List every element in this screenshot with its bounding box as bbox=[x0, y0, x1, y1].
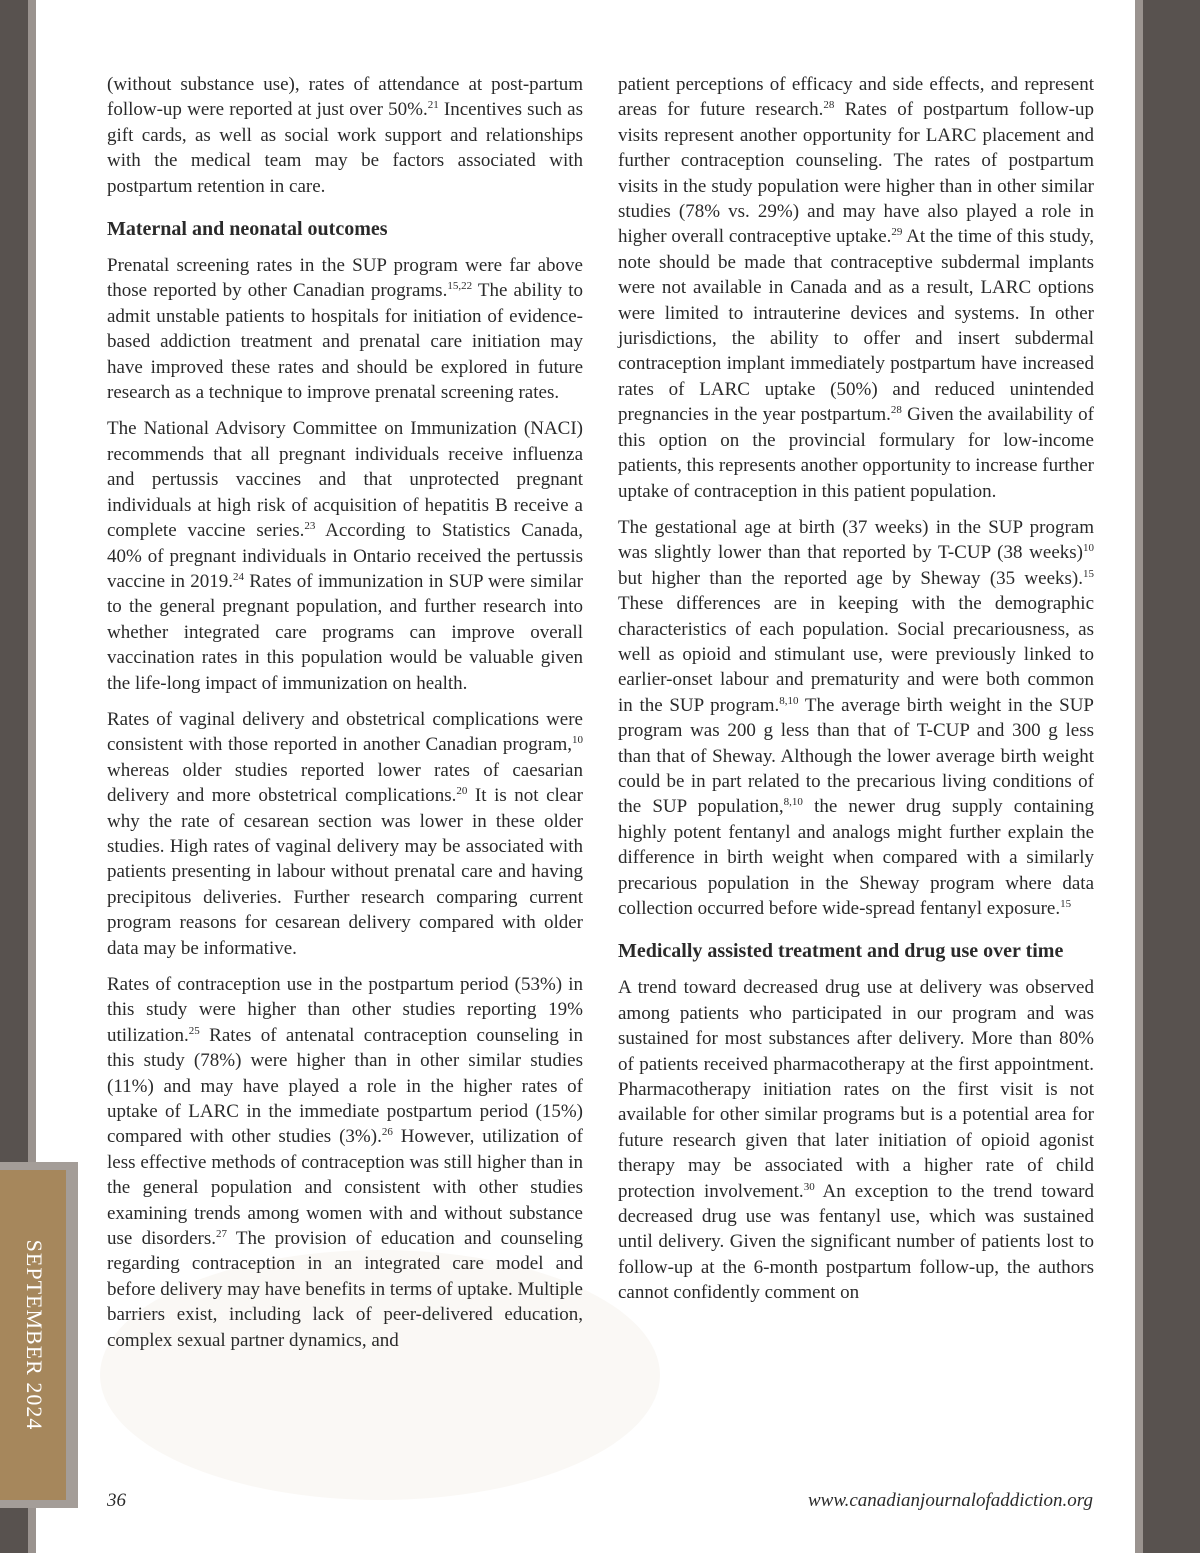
page-number: 36 bbox=[107, 1490, 126, 1511]
section-heading-maternal-outcomes: Maternal and neonatal outcomes bbox=[107, 218, 388, 241]
paragraph: (without substance use), rates of attendance at post-partum follow-up were reported at just over 50%.$^{21}$ Incentives such as gift cards, as well as social work support and relationships with the medical team may be factors associated with postpartum retention in care. bbox=[107, 74, 584, 197]
paragraph: The National Advisory Committee on Immunization (NACI) recommends that all pregnant individuals receive influenza and pertussis vaccines and that unprotected pregnant individuals at high risk of acquisition of hepatitis B receive a complete vaccine series.$^{23}$ According to Statistics Canada, 40% of pregnant individuals in Ontario received the pertussis vaccine in 2019.24 Rates of immunization in SUP were similar to the general pregnant population, and further research into whether integrated care programs can improve overall vaccination rates in this population would be valuable given the life-long impact of immunization on health. bbox=[107, 418, 583, 694]
paragraph: Rates of vaginal delivery and obstetrical complications were consistent with those reported in another Canadian program,$^{10}$ whereas older studies reported lower rates of caesarian delivery and more obstetrical complications.$^{20}$ It is not clear why the rate of cesarean section was lower in these older studies. High rates of vaginal delivery may be associated with patients presenting in labour without prenatal care and having precipitous deliveries. Further research comparing current program reasons for cesarean delivery compared with older data may be informative. bbox=[107, 708, 584, 959]
section-heading-medically-assisted: Medically assisted treatment and drug use over time bbox=[618, 940, 1064, 963]
right-column bbox=[618, 72, 1094, 1317]
left-column bbox=[107, 72, 583, 1364]
side-tab-date: SEPTEMBER 2024 bbox=[22, 1239, 47, 1431]
paragraph: The gestational age at birth (37 weeks) in the SUP program was slightly lower than that reported by T-CUP (38 weeks)$^{10}$ but higher than the reported age by Sheway (35 weeks).$^{15}$ These differences are in keeping with the demographic characteristics of each population. Social precariousness, as well as opioid and stimulant use, were previously linked to earlier-onset labour and prematurity and were both common in the SUP program.$^{8,10}$ The average birth weight in the SUP program was 200 g less than that of T-CUP and 300 g less than that of Sheway. Although the lower average birth weight could be in part related to the precarious living conditions of the SUP population,$^{8,10}$ the newer drug supply containing highly potent fentanyl and analogs might further explain the difference in birth weight when compared with a similarly precarious population in the Sheway program where data collection occurred before wide-spread fentanyl exposure.$^{15}$ bbox=[618, 516, 1094, 919]
paragraph: Prenatal screening rates in the SUP program were far above those reported by other Canadian programs.$^{15,22}$ The ability to admit unstable patients to hospitals for initiation of evidence-based addiction treatment and prenatal care initiation may have improved these rates and should be explored in future research as a technique to improve prenatal screening rates. bbox=[107, 255, 583, 404]
journal-url: www.canadianjournalofaddiction.org bbox=[807, 1490, 1093, 1511]
paragraph: Rates of contraception use in the postpartum period (53%) in this study were higher than other studies reporting 19% utilization.$^{25}$ Rates of antenatal contraception counseling in this study (78%) were higher than in other similar studies (11%) and may have played a role in the higher rates of uptake of LARC in the immediate postpartum period (15%) compared with other studies (3%).$^{26}$ However, utilization of less effective methods of contraception was still higher than in the general population and consistent with other studies examining trends among women with and without substance use disorders.$^{27}$ The provision of education and counseling regarding contraception in an integrated care model and before delivery may have benefits in terms of uptake. Multiple barriers exist, including lack of peer-delivered education, complex sexual partner dynamics, and bbox=[107, 974, 584, 1351]
paragraph: patient perceptions of efficacy and side effects, and represent areas for future research.$^{28}$ Rates of postpartum follow-up visits represent another opportunity for LARC placement and further contraception counseling. The rates of postpartum visits in the study population were higher than in other similar studies (78% vs. 29%) and may have also played a role in higher overall contraceptive uptake.$^{29}$ At the time of this study, note should be made that contraceptive subdermal implants were not available in Canada and as a result, LARC options were limited to intrauterine devices and systems. In other jurisdictions, the ability to offer and insert subdermal contraception implant immediately postpartum have increased rates of LARC uptake (50%) and reduced unintended pregnancies in the year postpartum.$^{28}$ Given the availability of this option on the provincial formulary for low-income patients, this represents another opportunity to increase further uptake of contraception in this patient population. bbox=[618, 74, 1095, 502]
right-margin-band bbox=[1143, 0, 1200, 1553]
right-margin-band-inner bbox=[1135, 0, 1143, 1553]
paragraph: A trend toward decreased drug use at delivery was observed among patients who participated in our program and was sustained for most substances after delivery. More than 80% of patients received pharmacotherapy at the first appointment. Pharmacotherapy initiation rates on the first visit is not available for other similar programs but is a potential area for future research given that later initiation of opioid agonist therapy may be associated with a higher rate of child protection involvement.$^{30}$ An exception to the trend toward decreased drug use was fentanyl use, which was sustained until delivery. Given the significant number of patients lost to follow-up at the 6-month postpartum follow-up, the authors cannot confidently comment on bbox=[618, 977, 1094, 1304]
